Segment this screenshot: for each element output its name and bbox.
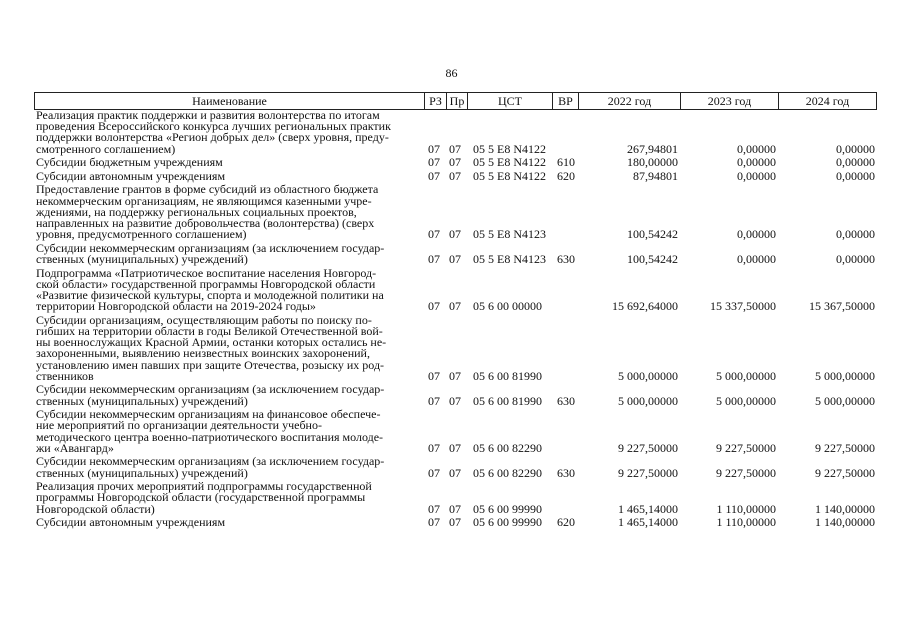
row-pr: 07 [449, 465, 461, 480]
row-2024: 1 140,00000 [815, 501, 875, 516]
row-name-line: Реализация прочих мероприятий подпрограммы государственной [36, 479, 372, 494]
row-name-line: ственных (муниципальных) учреждений) [36, 465, 248, 480]
row-name-line: Субсидии организациям, осуществляющим работы по поиску по- [36, 312, 372, 327]
row-2022: 100,54242 [627, 252, 678, 267]
row-name-line: ны военнослужащих Красной Армии, останки которых остались не- [36, 335, 387, 350]
header-2024: 2024 год [805, 94, 850, 108]
row-2022: 1 465,14000 [618, 515, 678, 530]
row-cst: 05 6 00 81990 [473, 368, 542, 383]
row-pr: 07 [449, 515, 461, 530]
row-2024: 5 000,00000 [815, 368, 875, 383]
row-2022: 87,94801 [633, 169, 678, 183]
row-2023: 1 110,00000 [716, 501, 776, 516]
row-2022: 9 227,50000 [618, 465, 678, 480]
row-name-line: Субсидии некоммерческим организациям на финансовое обеспече- [36, 407, 381, 422]
row-cst: 05 6 00 82290 [473, 465, 542, 480]
row-vr: 620 [557, 169, 575, 183]
row-rz: 07 [428, 440, 440, 455]
row-2023: 5 000,00000 [716, 368, 776, 383]
row-2022: 1 465,14000 [618, 501, 678, 516]
table-row [0, 312, 903, 383]
row-2024: 0,00000 [836, 227, 875, 242]
row-rz: 07 [428, 393, 440, 408]
row-2023: 0,00000 [737, 155, 776, 170]
row-name-line: направленных на развитие добровольчества (волонтерства) (сверх [36, 216, 375, 230]
table-row [0, 481, 903, 515]
row-2022: 15 692,64000 [612, 299, 678, 314]
row-2024: 0,00000 [836, 169, 875, 183]
row-name [36, 168, 422, 183]
table-row [0, 110, 903, 155]
row-name-line: Реализация практик поддержки и развития волонтерства по итогам [36, 108, 380, 122]
header-2022: 2022 год [579, 93, 681, 109]
table-row [0, 157, 903, 168]
row-2022: 100,54242 [627, 227, 678, 242]
row-2023: 0,00000 [737, 227, 776, 242]
row-name [36, 240, 422, 266]
row-rz: 07 [428, 299, 440, 314]
row-name-line: уровня, предусмотренного соглашением) [36, 227, 247, 242]
row-2022: 5 000,00000 [618, 393, 678, 408]
row-2023: 15 337,50000 [710, 299, 776, 314]
row-name-line: Подпрограмма «Патриотическое воспитание населения Новгород- [36, 265, 377, 280]
row-vr: 610 [557, 155, 575, 170]
row-rz: 07 [428, 465, 440, 480]
row-pr: 07 [449, 252, 461, 267]
row-2024: 9 227,50000 [815, 465, 875, 480]
row-name [36, 517, 422, 528]
row-2023: 1 110,00000 [716, 515, 776, 530]
row-2024: 5 000,00000 [815, 393, 875, 408]
table-row [0, 168, 903, 183]
row-name [36, 409, 422, 454]
row-2023: 0,00000 [737, 141, 776, 156]
row-name-line: поддержки волонтерства «Регион добрых дел» (сверх уровня, преду- [36, 130, 389, 145]
row-name-line: Субсидии автономным учреждениям [36, 515, 226, 530]
row-rz: 07 [428, 169, 440, 183]
row-pr: 07 [449, 227, 461, 242]
row-name-line: Новгородской области) [36, 501, 155, 516]
row-2024: 0,00000 [836, 141, 875, 156]
row-vr: 630 [557, 252, 575, 267]
header-rz: РЗ [425, 93, 447, 109]
row-pr: 07 [449, 501, 461, 516]
row-2024: 0,00000 [836, 252, 875, 267]
row-cst: 05 6 00 99990 [473, 501, 542, 516]
row-name-line: захороненными, выявлению неизвестных воинских захоронений, [36, 346, 370, 361]
header-vr: ВР [553, 93, 579, 109]
row-pr: 07 [449, 368, 461, 383]
row-2024: 15 367,50000 [809, 299, 875, 314]
row-name-line: территории Новгородской области на 2019-2024 годы» [36, 299, 316, 314]
row-pr: 07 [449, 440, 461, 455]
row-name [36, 384, 422, 406]
row-cst: 05 6 00 00000 [473, 299, 542, 314]
header-pr: Пр [447, 93, 468, 109]
row-name [36, 110, 422, 155]
row-name [36, 265, 422, 314]
table-row [0, 384, 903, 406]
row-rz: 07 [428, 141, 440, 156]
row-name-line: Субсидии некоммерческим организациям (за исключением государ- [36, 240, 385, 255]
row-cst: 05 5 E8 N4122 [473, 169, 546, 183]
table-row [0, 409, 903, 454]
row-name-line: Субсидии некоммерческим организациям (за исключением государ- [36, 454, 385, 469]
row-name-line: установлению имен павших при защите Отечества, розыску их род- [36, 357, 385, 372]
row-name-line: ственников [36, 368, 94, 383]
row-name [36, 312, 422, 383]
header-name: Наименование [35, 93, 425, 109]
row-name-line: Субсидии некоммерческим организациям (за исключением государ- [36, 382, 385, 397]
row-cst: 05 6 00 99990 [473, 515, 542, 530]
row-2024: 1 140,00000 [815, 515, 875, 530]
row-pr: 07 [449, 169, 461, 183]
table-row [0, 240, 903, 267]
row-rz: 07 [428, 227, 440, 242]
row-cst: 05 5 E8 N4123 [473, 227, 546, 242]
header-2023: 2023 год [681, 93, 779, 109]
row-cst: 05 6 00 81990 [473, 393, 542, 408]
row-2022: 267,94801 [627, 141, 678, 156]
row-name-line: методического центра военно-патриотического воспитания молоде- [36, 429, 384, 444]
row-2022: 9 227,50000 [618, 440, 678, 455]
row-name-line: ние мероприятий по организации деятельности учебно- [36, 418, 322, 433]
row-2024: 0,00000 [836, 155, 875, 170]
row-name [36, 184, 422, 240]
row-name-line: «Развитие физической культуры, спорта и молодежной политики на [36, 288, 384, 302]
row-name-line: Субсидии бюджетным учреждениям [36, 155, 223, 170]
row-2022: 180,00000 [627, 155, 678, 170]
table-row [0, 265, 903, 314]
header-cst: ЦСТ [468, 93, 553, 109]
row-2023: 0,00000 [737, 252, 776, 267]
table-row [0, 456, 903, 478]
table-row [0, 184, 903, 240]
row-vr: 630 [557, 393, 575, 408]
row-name [36, 456, 422, 478]
row-vr: 630 [557, 465, 575, 480]
row-2024: 9 227,50000 [815, 440, 875, 455]
row-rz: 07 [428, 501, 440, 516]
row-name-line: программы Новгородской области (государственной программы [36, 490, 366, 505]
row-name [36, 157, 422, 168]
row-cst: 05 5 E8 N4122 [473, 155, 546, 170]
row-name-line: гибших на территории области в годы Великой Отечественной вой- [36, 324, 383, 338]
row-name-line: проведения Всероссийского конкурса лучших региональных практик [36, 119, 391, 134]
row-rz: 07 [428, 252, 440, 267]
row-2023: 5 000,00000 [716, 393, 776, 408]
row-rz: 07 [428, 368, 440, 383]
row-name-line: смотренного соглашением) [36, 141, 176, 156]
table-row [0, 517, 903, 528]
row-name-line: ской области» государственной программы Новгородской области [36, 276, 376, 291]
row-pr: 07 [449, 141, 461, 156]
row-rz: 07 [428, 515, 440, 530]
row-2022: 5 000,00000 [618, 368, 678, 383]
row-pr: 07 [449, 393, 461, 408]
row-pr: 07 [449, 155, 461, 170]
row-cst: 05 5 E8 N4122 [473, 141, 546, 156]
row-name-line: ственных (муниципальных) учреждений) [36, 393, 248, 408]
row-name-line: жи «Авангард» [36, 440, 114, 455]
row-2023: 0,00000 [737, 169, 776, 183]
row-name-line: ждениями, на поддержку региональных социальных проектов, [36, 204, 357, 219]
row-name-line: некоммерческим организациям, не являющимся казенными учре- [36, 193, 372, 208]
row-name [36, 481, 422, 515]
row-name-line: ственных (муниципальных) учреждений) [36, 252, 248, 266]
row-pr: 07 [449, 299, 461, 314]
row-name-line: Предоставление грантов в форме субсидий из областного бюджета [36, 182, 379, 197]
row-cst: 05 6 00 82290 [473, 440, 542, 455]
row-2023: 9 227,50000 [716, 440, 776, 455]
row-2023: 9 227,50000 [716, 465, 776, 480]
page-number: 86 [445, 66, 458, 80]
row-vr: 620 [557, 515, 575, 530]
row-name-line: Субсидии автономным учреждениям [36, 168, 226, 183]
row-cst: 05 5 E8 N4123 [473, 252, 546, 267]
row-rz: 07 [428, 155, 440, 170]
